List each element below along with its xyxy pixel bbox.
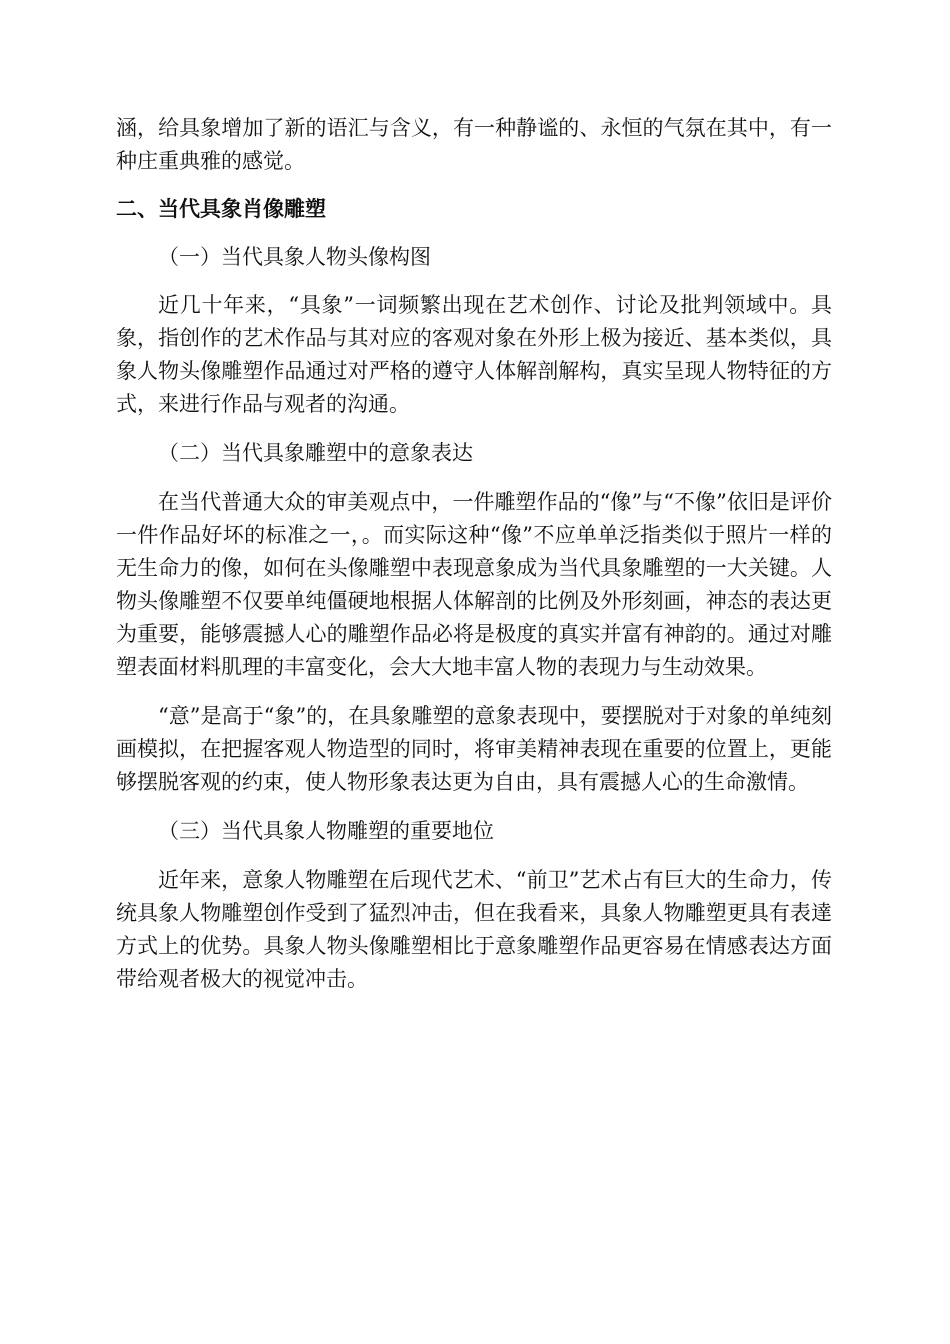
paragraph-sub2-2: “意”是高于“象”的，在具象雕塑的意象表现中，要摆脱对于对象的单纯刻画模拟，在把握客观人物造型的同时，将审美精神表现在重要的位置上，更能够摆脱客观的约束，使人物形象表达更为自由，具有震撼人心的生命激情。 [116,704,832,794]
continuation-paragraph: 涵，给具象增加了新的语汇与含义，有一种静谧的、永恒的气氛在其中，有一种庄重典雅的感觉。 [116,116,832,173]
document-page [116,112,832,996]
paragraph-sub2-1: 在当代普通大众的审美观点中，一件雕塑作品的“像”与“不像”依旧是评价一件作品好坏的标准之一，。而实际这种“像”不应单单泛指类似于照片一样的无生命力的像，如何在头像雕塑中表现意象成为当代具象雕塑的一大关键。人物头像雕塑不仅要单纯僵硬地根据人体解剖的比例及外形刻画，神态的表达更为重要，能够震撼人心的雕塑作品必将是极度的真实并富有神韵的。通过对雕塑表面材料肌理的丰富变化，会大大地丰富人物的表现力与生动效果。 [116,490,832,679]
subheading-3: （三）当代具象人物雕塑的重要地位 [158,819,494,843]
paragraph-sub1: 近几十年来，“具象”一词频繁出现在艺术创作、讨论及批判领域中。具象，指创作的艺术作品与其对应的客观对象在外形上极为接近、基本类似，具象人物头像雕塑作品通过对严格的遵守人体解剖解构，真实呈现人物特征的方式，来进行作品与观者的沟通。 [116,293,832,416]
subheading-2: （二）当代具象雕塑中的意象表达 [158,441,473,465]
subheading-1: （一）当代具象人物头像构图 [158,245,431,269]
paragraph-sub3: 近年来，意象人物雕塑在后现代艺术、“前卫”艺术占有巨大的生命力，传统具象人物雕塑创作受到了猛烈冲击，但在我看来，具象人物雕塑更具有表達方式上的优势。具象人物头像雕塑相比于意象雕塑作品更容易在情感表达方面带给观者极大的视觉冲击。 [116,868,832,991]
section-heading-2: 二、当代具象肖像雕塑 [116,197,326,221]
